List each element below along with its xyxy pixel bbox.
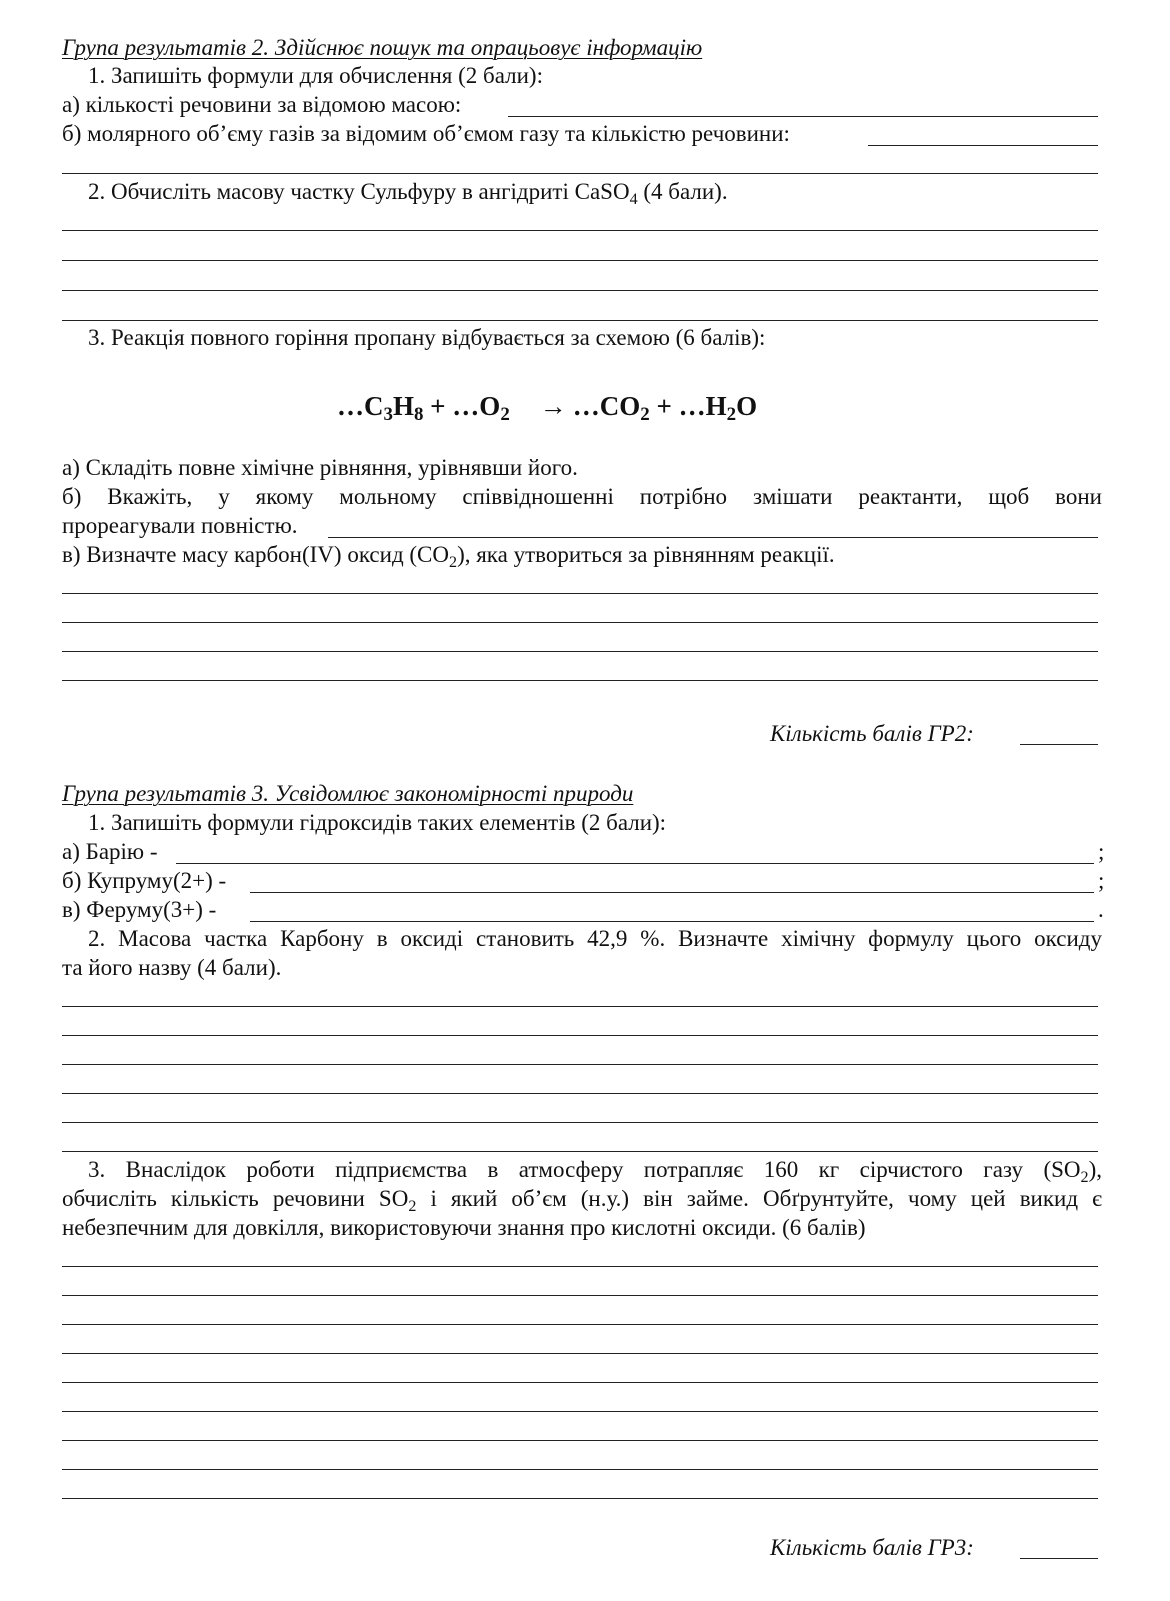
answer-line[interactable] [62,1151,1098,1152]
gr3-q2-line1: 2. Масова частка Карбону в оксиді становить 42,9 %. Визначте хімічну формулу цього оксиду [88,926,1102,951]
reaction-equation: $\dots C_3H_8$ + $\dots O_2$ → $\dots CO_2$ + $\dots H_2O$ [337,391,758,426]
answer-line[interactable] [62,1382,1098,1383]
answer-line[interactable] [62,1064,1098,1065]
gr3-q1-b: б) Купруму(2+) - [62,868,227,893]
gr2-q1-title: 1. Запишіть формули для обчислення (2 бали): [88,63,543,88]
answer-line[interactable] [62,320,1098,321]
gr2-q3-b-line2: прореагували повністю. [62,513,298,538]
answer-line[interactable] [868,145,1098,146]
answer-line[interactable] [62,1093,1098,1094]
gr3-q3-line3: небезпечним для довкілля, використовуючи знання про кислотні оксиди. (6 балів) [62,1215,866,1240]
gr3-q2-line2: та його назву (4 бали). [62,955,282,980]
answer-line[interactable] [62,1440,1098,1441]
answer-line[interactable] [62,230,1098,231]
gr3-q1-a-end: ; [1098,839,1105,864]
answer-line[interactable] [62,593,1098,594]
gr3-q1-c: в) Феруму(3+) - [62,897,217,922]
answer-line[interactable] [62,1122,1098,1123]
gr3-score-label: Кількість балів ГР3: [770,1535,974,1560]
gr2-q2-title: 2. Обчисліть масову частку Сульфуру в ангідриті CaSO$_4$ (4 бали). [88,179,728,208]
answer-line[interactable] [62,290,1098,291]
answer-line[interactable] [250,892,1094,893]
score-field[interactable] [1020,744,1098,745]
answer-line[interactable] [62,680,1098,681]
gr3-q1-c-end: . [1098,897,1104,922]
answer-line[interactable] [62,260,1098,261]
answer-line[interactable] [328,537,1098,538]
answer-line[interactable] [176,863,1094,864]
gr3-q3-line1: 3. Внаслідок роботи підприємства в атмосферу потрапляє 160 кг сірчистого газу $(SO_2)$, [88,1157,1102,1186]
answer-line[interactable] [62,1469,1098,1470]
answer-line[interactable] [62,1035,1098,1036]
answer-line[interactable] [62,1324,1098,1325]
gr2-score-label: Кількість балів ГР2: [770,721,974,746]
gr3-q1-b-end: ; [1098,868,1105,893]
gr2-q3-title: 3. Реакція повного горіння пропану відбувається за схемою (6 балів): [88,325,766,350]
answer-line[interactable] [62,1498,1098,1499]
answer-line[interactable] [250,921,1094,922]
gr2-q1-b: б) молярного об’єму газів за відомим об’ємом газу та кількістю речовини: [62,121,790,146]
answer-line[interactable] [62,1266,1098,1267]
answer-line[interactable] [508,116,1098,117]
score-field[interactable] [1020,1558,1098,1559]
gr2-q1-a: а) кількості речовини за відомою масою: [62,92,462,117]
answer-line[interactable] [62,1295,1098,1296]
gr3-q3-line2: обчисліть кількість речовини $SO_2$ і який об’єм (н.у.) він займе. Обґрунтуйте, чому цей викид є [62,1186,1102,1215]
gr2-q3-a: а) Складіть повне хімічне рівняння, урівнявши його. [62,455,578,480]
arrow-icon: → [539,391,567,421]
answer-line[interactable] [62,1353,1098,1354]
answer-line[interactable] [62,1411,1098,1412]
gr2-heading: Група результатів 2. Здійснює пошук та опрацьовує інформацію [62,35,703,60]
gr2-q3-b-line1: б) Вкажіть, у якому мольному співвідношенні потрібно змішати реактанти, щоб вони [62,484,1102,509]
answer-line[interactable] [62,173,1098,174]
answer-line[interactable] [62,651,1098,652]
gr2-q3-c: в) Визначте масу карбон(IV) оксид $(CO_2)$, яка утвориться за рівнянням реакції. [62,542,835,571]
answer-line[interactable] [62,622,1098,623]
gr3-heading: Група результатів 3. Усвідомлює закономірності природи [62,781,634,806]
answer-line[interactable] [62,1006,1098,1007]
gr3-q1-a: а) Барію - [62,839,158,864]
gr3-q1-title: 1. Запишіть формули гідроксидів таких елементів (2 бали): [88,810,667,835]
